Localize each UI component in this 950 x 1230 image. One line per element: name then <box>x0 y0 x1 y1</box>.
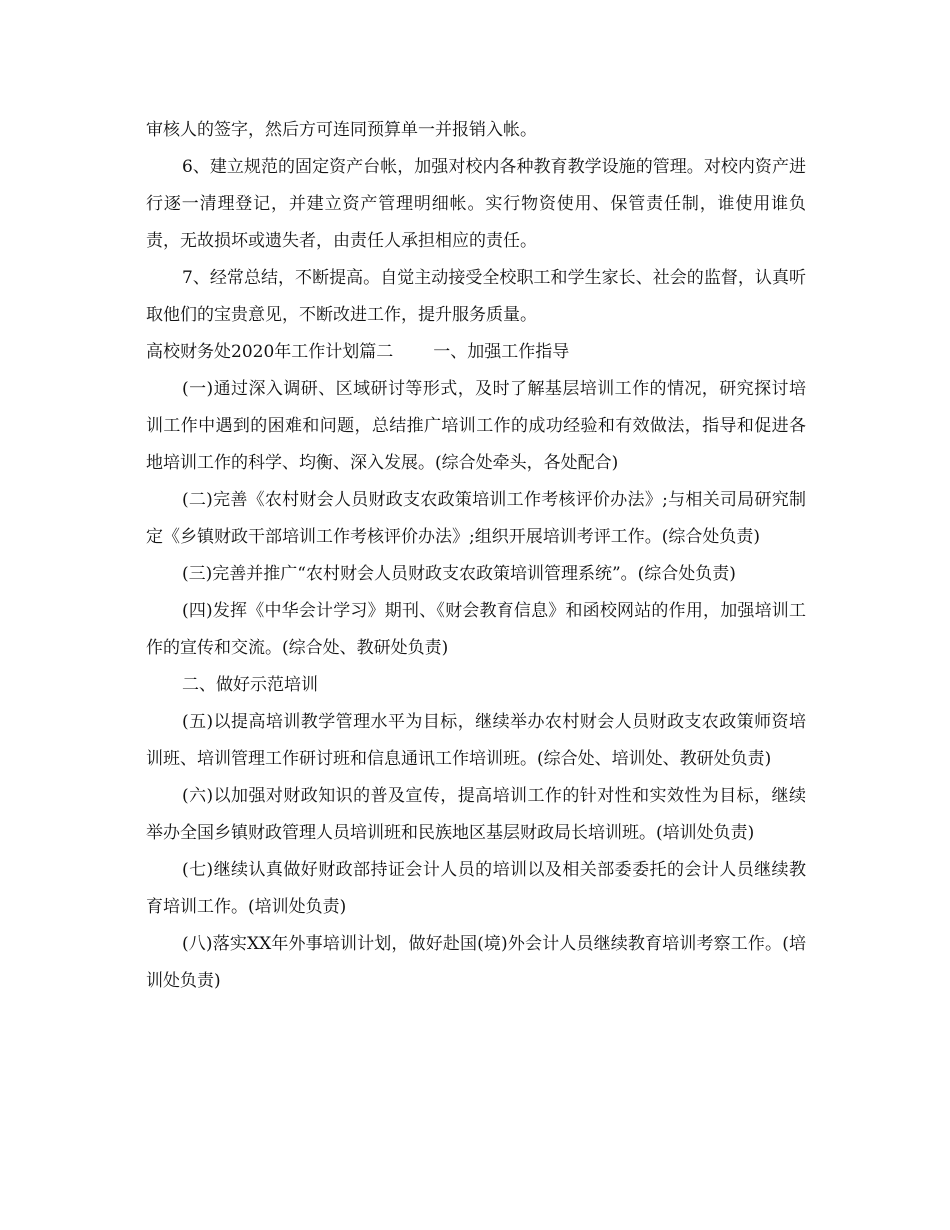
item-2: (二)完善《农村财会人员财政支农政策培训工作考核评价办法》;与相关司局研究制定《乡镇财政干部培训工作考核评价办法》;组织开展培训考评工作。(综合处负责) <box>146 490 806 547</box>
paragraph-3: 7、经常总结，不断提高。自觉主动接受全校职工和学生家长、社会的监督，认真听取他们的宝贵意见，不断改进工作，提升服务质量。 <box>146 268 806 325</box>
paragraph-1: 审核人的签字，然后方可连同预算单一并报销入帐。 <box>146 120 537 140</box>
item-1: (一)通过深入调研、区域研讨等形式，及时了解基层培训工作的情况，研究探讨培训工作中遇到的困难和问题，总结推广培训工作的成功经验和有效做法，指导和促进各地培训工作的科学、均衡、深入发展。(综合处牵头，各处配合) <box>146 379 806 473</box>
subheading-2: 二、做好示范培训 <box>182 675 318 695</box>
item-3: (三)完善并推广“农村财会人员财政支农政策培训管理系统”。(综合处负责) <box>182 564 736 584</box>
item-4: (四)发挥《中华会计学习》期刊、《财会教育信息》和函校网站的作用，加强培训工作的宣传和交流。(综合处、教研处负责) <box>146 601 806 658</box>
item-7: (七)继续认真做好财政部持证会计人员的培训以及相关部委委托的会计人员继续教育培训工作。(培训处负责) <box>146 860 806 917</box>
item-6: (六)以加强对财政知识的普及宣传，提高培训工作的针对性和实效性为目标，继续举办全国乡镇财政管理人员培训班和民族地区基层财政局长培训班。(培训处负责) <box>146 786 806 843</box>
document-body <box>146 112 806 1000</box>
item-5: (五)以提高培训教学管理水平为目标，继续举办农村财会人员财政支农政策师资培训班、培训管理工作研讨班和信息通讯工作培训班。(综合处、培训处、教研处负责) <box>146 712 806 769</box>
section-title: 高校财务处2020年工作计划篇二 <box>146 342 394 362</box>
section-heading-line <box>146 334 806 371</box>
section-first-heading: 一、加强工作指导 <box>433 342 570 362</box>
item-8: (八)落实XX年外事培训计划，做好赴国(境)外会计人员继续教育培训考察工作。(培训处负责) <box>146 934 806 991</box>
paragraph-2: 6、建立规范的固定资产台帐，加强对校内各种教育教学设施的管理。对校内资产进行逐一清理登记，并建立资产管理明细帐。实行物资使用、保管责任制，谁使用谁负责，无故损坏或遗失者，由责任人承担相应的责任。 <box>146 157 806 251</box>
